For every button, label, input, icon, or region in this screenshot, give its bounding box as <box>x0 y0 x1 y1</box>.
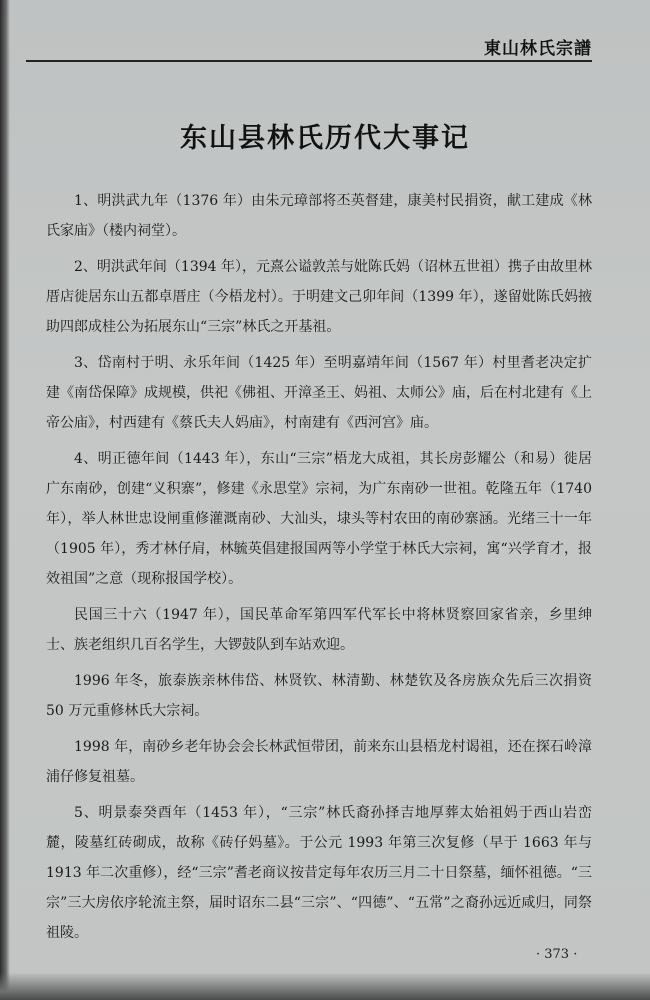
running-header-title: 東山林氏宗譜 <box>484 39 592 59</box>
paragraph: 1998 年，南砂乡老年协会会长林武恒带团，前来东山县梧龙村谒祖，还在探石岭漳浦仔修复祖墓。 <box>46 739 592 785</box>
paragraph: 5、明景泰癸酉年（1453 年），“三宗”林氏裔孙择吉地厚葬太始祖妈于西山岩峦麓，陵墓红砖砌成，故称《砖仔妈墓》。于公元 1993 年第三次复修（早于 1663 年与 1913 年二次重修），经“三宗”耆老商议按昔定每年农历三月二十日祭墓，缅怀祖德。“三宗”三大房依序轮流主祭，届时诏东二县“三宗”、“四德”、“五常”之裔孙远近咸归，同祭祖陵。 <box>46 805 592 941</box>
paragraph: 3、岱南村于明、永乐年间（1425 年）至明嘉靖年间（1567 年）村里耆老决定扩建《南岱保障》成规模，供祀《佛祖、开漳圣王、妈祖、太师公》庙，后在村北建有《上帝公庙》，村西建有《蔡氏夫人妈庙》，村南建有《西河宫》庙。 <box>46 355 592 431</box>
paragraph: 2、明洪武年间（1394 年），元熹公谥敦羔与妣陈氏妈（诏林五世祖）携子由故里林厝店徙居东山五都卓厝庄（今梧龙村）。于明建文己卯年间（1399 年），遂留妣陈氏妈掖助四郎成桂公为拓展东山“三宗”林氏之开基祖。 <box>46 259 592 335</box>
article-title: 东山县林氏历代大事记 <box>180 123 470 154</box>
paragraph: 民国三十六（1947 年），国民革命军第四军代军长中将林贤察回家省亲，乡里绅士、族老组织几百名学生，大锣鼓队到车站欢迎。 <box>46 607 592 653</box>
paragraph: 1、明洪武九年（1376 年）由朱元璋部将丕英督建，康美村民捐资，献工建成《林氏家庙》（楼内祠堂）。 <box>46 193 592 239</box>
article-body <box>46 186 592 954</box>
paragraph: 1996 年冬，旅泰族亲林伟岱、林贤钦、林清勤、林楚钦及各房族众先后三次捐资 50 万元重修林氏大宗祠。 <box>46 673 592 719</box>
paragraph: 4、明正德年间（1443 年），东山“三宗”梧龙大成祖，其长房彭耀公（和易）徙居广东南砂，创建“义积寨”，修建《永思堂》宗祠，为广东南砂一世祖。乾隆五年（1740 年），举人林世忠设闸重修灌溉南砂、大汕头，埭头等村农田的南砂寨涵。光绪三十一年（1905 年），秀才林仔肩，林毓英倡建报国两等小学堂于林氏大宗祠，寓“兴学育才，报效祖国”之意（现称报国学校）。 <box>46 451 592 587</box>
page-bottom-shadow <box>0 972 650 1000</box>
header-divider <box>26 60 592 62</box>
page-number: · 373 · <box>536 947 578 962</box>
